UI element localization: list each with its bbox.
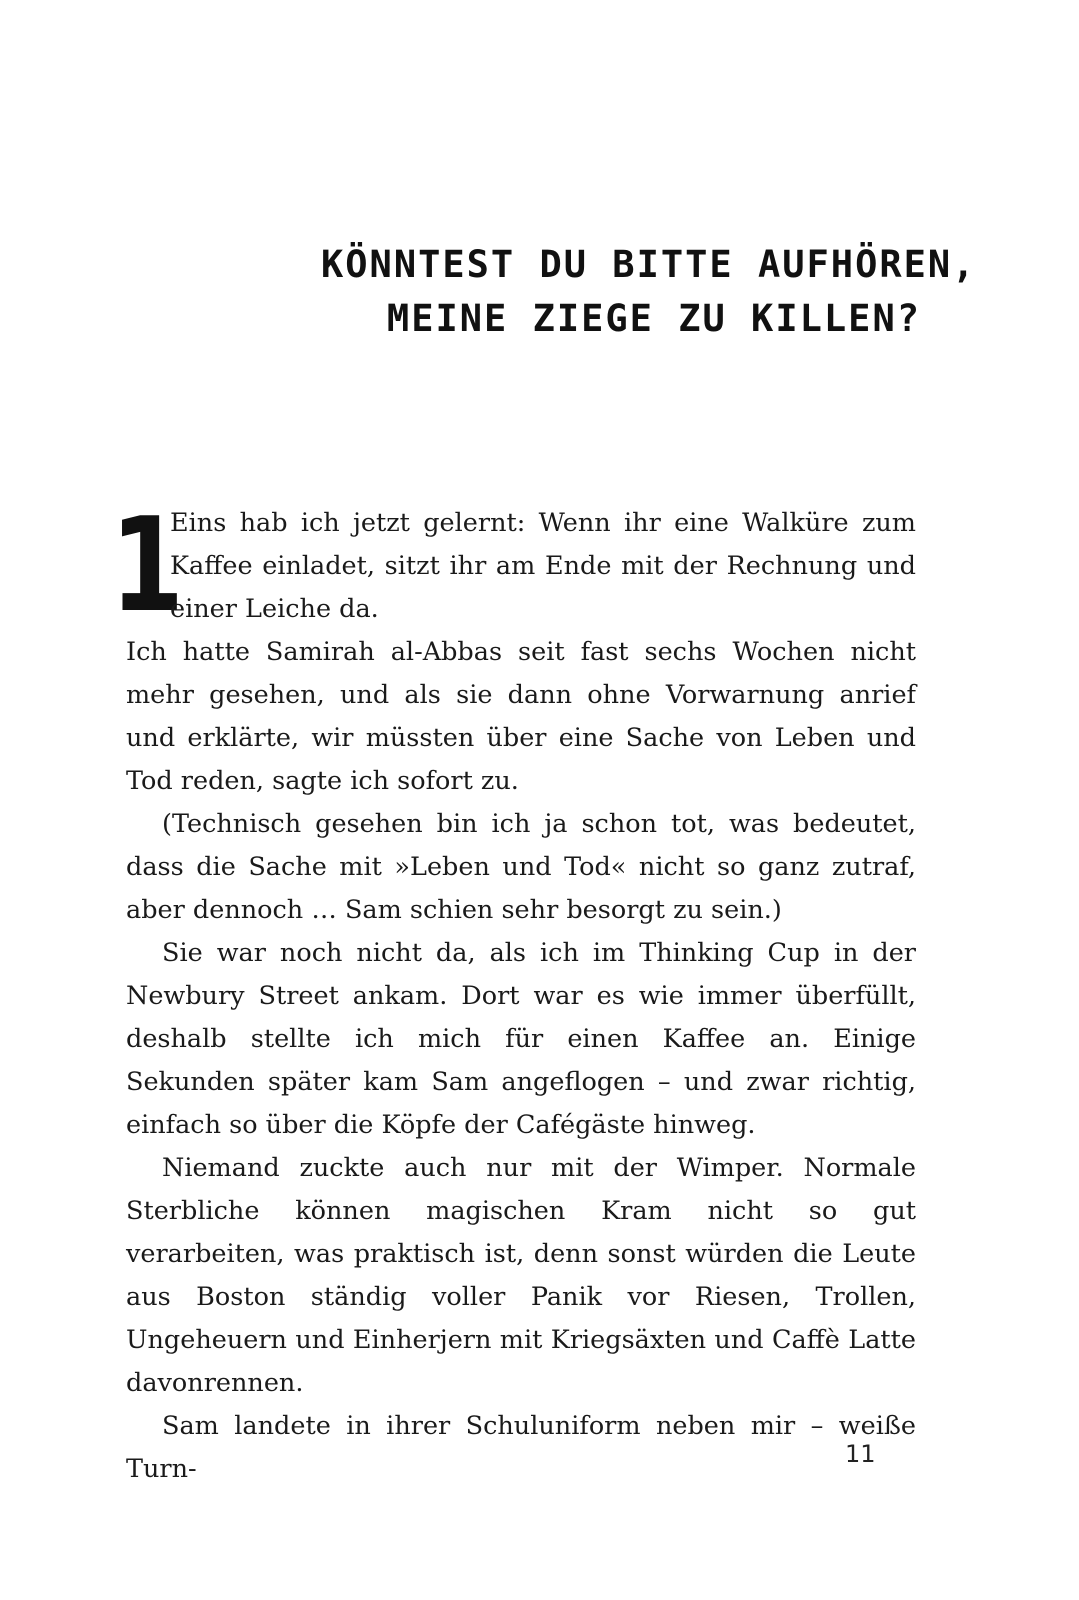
paragraph-2: Ich hatte Samirah al-Abbas seit fast sechs Wochen nicht mehr gesehen, und als sie dann ohne Vorwarnung anrief und erklärte, wir müssten über eine Sache von Leben und Tod reden, sagte ich sofort zu. <box>126 637 916 796</box>
paragraph-6: Sam landete in ihrer Schuluniform neben mir – weiße Turn- <box>126 1411 916 1484</box>
paragraph-4: Sie war noch nicht da, als ich im Thinking Cup in der Newbury Street ankam. Dort war es wie immer überfüllt, deshalb stellte ich mich für einen Kaffee an. Einige Sekunden später kam Sam angeflogen – und zwar richtig, einfach so über die Köpfe der Cafégäste hinweg. <box>126 938 916 1140</box>
page-number: 11 <box>845 1440 876 1468</box>
chapter-title-line-1: KÖNNTEST DU BITTE AUFHÖREN, <box>321 243 977 286</box>
body-text <box>126 502 916 1491</box>
paragraph-1: Eins hab ich jetzt gelernt: Wenn ihr eine Walküre zum Kaffee einladet, sitzt ihr am Ende mit der Rechnung und einer Leiche da. <box>170 508 916 624</box>
paragraph-3: (Technisch gesehen bin ich ja schon tot, was bedeutet, dass die Sache mit »Leben und Tod« nicht so ganz zutraf, aber dennoch … Sam schien sehr besorgt zu sein.) <box>126 809 916 925</box>
chapter-title-line-2: MEINE ZIEGE ZU KILLEN? <box>386 297 921 340</box>
paragraph-5: Niemand zuckte auch nur mit der Wimper. Normale Sterbliche können magischen Kram nicht so gut verarbeiten, was praktisch ist, denn sonst würden die Leute aus Boston ständig voller Panik vor Riesen, Trollen, Ungeheuern und Einherjern mit Kriegsäxten und Caffè Latte davonrennen. <box>126 1153 916 1398</box>
chapter-number: 1 <box>110 489 185 641</box>
chapter-title <box>321 238 977 346</box>
